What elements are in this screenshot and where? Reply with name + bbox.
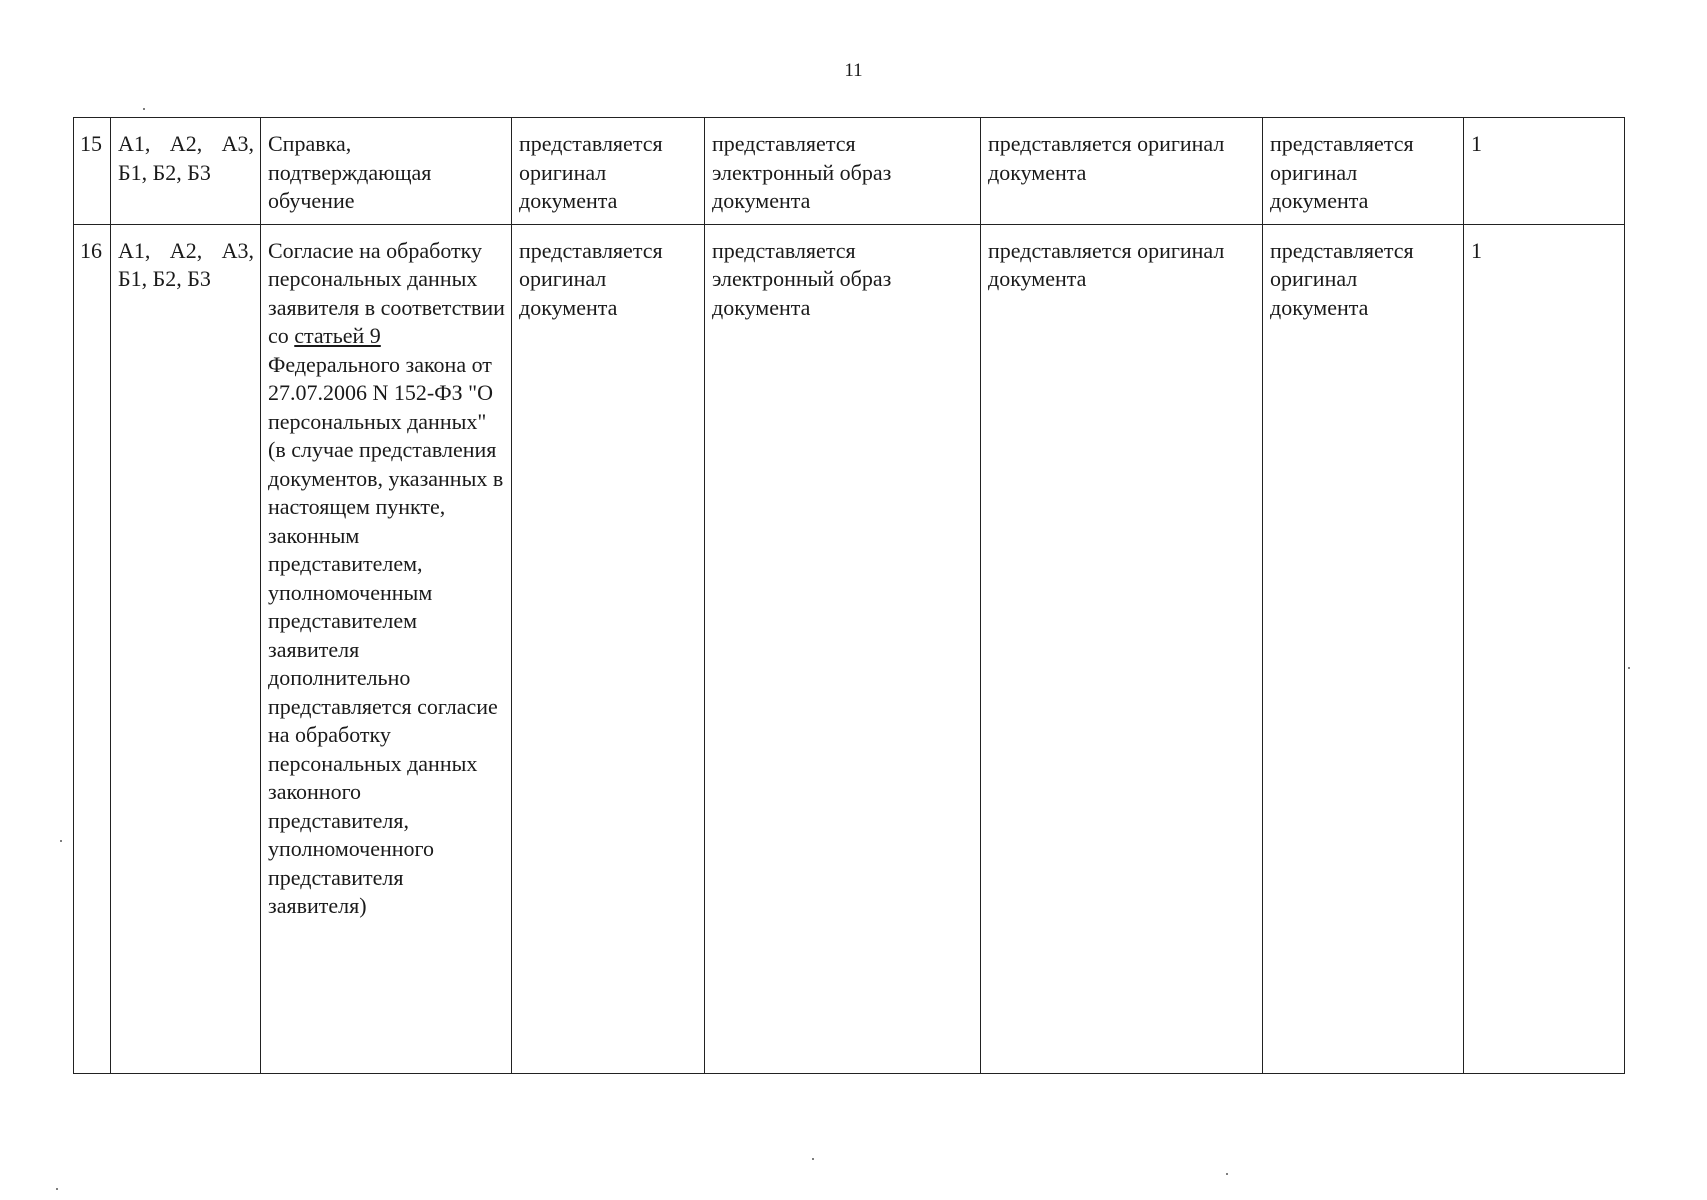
page-number: 11	[844, 60, 863, 81]
document-name-text: Справка, подтверждающая обучение	[268, 131, 432, 213]
submission-method-cell: представляется оригинал документа	[1263, 224, 1464, 1073]
scan-speck	[812, 1158, 814, 1160]
submission-method-cell: представляется оригинал документа	[1263, 118, 1464, 225]
submission-method-cell: представляется оригинал документа	[512, 118, 705, 225]
document-name	[261, 224, 512, 1073]
row-number: 15	[74, 118, 111, 225]
document-name-text: Согласие на обработку персональных данных заявителя в соответствии со	[268, 237, 505, 348]
document-name	[261, 118, 512, 225]
table-row	[74, 224, 1625, 1073]
scan-speck	[1628, 667, 1630, 669]
document-count: 1	[1464, 118, 1625, 225]
submission-method-cell: представляется электронный образ документа	[705, 224, 981, 1073]
scan-speck	[60, 840, 62, 842]
submission-method-cell: представляется оригинал документа	[981, 118, 1263, 225]
scan-speck	[143, 108, 145, 110]
applicant-categories: А1, А2, А3, Б1, Б2, Б3	[111, 118, 261, 225]
document-name-text: Федерального закона от 27.07.2006 N 152-ФЗ "О персональных данных" (в случае представления документов, указанных в настоящем пункте, законным представителем, уполномоченным представителем заявителя дополнительно представляется согласие на обработку персональных данных законного представителя, уполномоченного представителя заявителя)	[268, 351, 504, 918]
document-count: 1	[1464, 224, 1625, 1073]
scan-speck	[56, 1188, 58, 1190]
submission-method-cell: представляется оригинал документа	[512, 224, 705, 1073]
submission-method-cell: представляется оригинал документа	[981, 224, 1263, 1073]
row-number: 16	[74, 224, 111, 1073]
scan-speck	[1226, 1173, 1228, 1175]
submission-method-cell: представляется электронный образ документа	[705, 118, 981, 225]
documents-table	[73, 117, 1625, 1074]
law-article-link[interactable]: статьей 9	[294, 323, 381, 348]
table-row	[74, 118, 1625, 225]
applicant-categories: А1, А2, А3, Б1, Б2, Б3	[111, 224, 261, 1073]
